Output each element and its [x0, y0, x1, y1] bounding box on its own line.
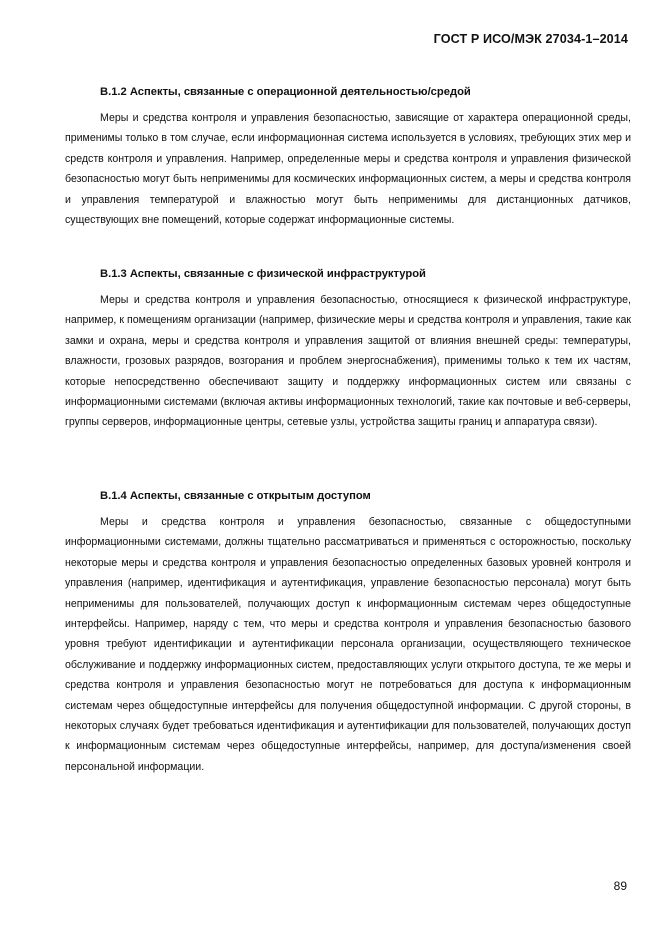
section-title: В.1.3 Аспекты, связанные с физической инфраструктурой — [100, 268, 426, 280]
section-title: В.1.2 Аспекты, связанные с операционной деятельностью/средой — [100, 86, 471, 98]
section-paragraph: Меры и средства контроля и управления безопасностью, связанные с общедоступными информационными системами, должны тщательно рассматриваться и применяться с осторожностью, поскольку некоторые меры и средства контроля и управления безопасностью определенных базовых уровней контроля и управления (например, идентификация и аутентификация, управление безопасностью персонала) могут быть неприменимы для пользователей, получающих доступ к информационным системам через общедоступные интерфейсы. Например, наряду с тем, что меры и средства контроля и управления безопасностью базового уровня требуют идентификации и аутентификации персонала организации, осуществляющего техническое обслуживание и поддержку информационных систем, предоставляющих услуги открытого доступа, те же меры и средства контроля и управления безопасностью могут не потребоваться для доступа к информационным системам через общедоступные интерфейсы для получения общедоступной информации. С другой стороны, в некоторых случаях будет требоваться идентификация и аутентификации для пользователей, получающих доступ к информационным системам через общедоступные интерфейсы, например, для доступа/изменения своей персональной информации. — [65, 516, 631, 773]
section-b-1-2 — [65, 86, 631, 230]
page-number: 89 — [613, 879, 627, 893]
section-title: В.1.4 Аспекты, связанные с открытым доступом — [100, 490, 371, 502]
standard-header: ГОСТ Р ИСО/МЭК 27034-1–2014 — [433, 32, 628, 46]
section-b-1-3 — [65, 268, 631, 433]
section-b-1-4 — [65, 490, 631, 777]
section-paragraph: Меры и средства контроля и управления безопасностью, зависящие от характера операционной среды, применимы только в том случае, если информационная система используется в условиях, требующих этих мер и средств контроля и управления. Например, определенные меры и средства контроля и управления физической безопасностью могут быть неприменимы для космических информационных систем, а меры и средства контроля и управления температурой и влажностью могут быть неприменимы для дистанционных датчиков, существующих вне помещений, которые содержат информационные системы. — [65, 112, 631, 227]
section-paragraph: Меры и средства контроля и управления безопасностью, относящиеся к физической инфраструктуре, например, к помещениям организации (например, физические меры и средства контроля и управления, такие как замки и охрана, меры и средства контроля и управления защитой от влияния внешней среды: температуры, влажности, грозовых разрядов, возгорания и проблем энергоснабжения), применимы только к тем их частям, которые непосредственно обеспечивают защиту и поддержку информационных систем или связаны с информационными системами (включая активы информационных технологий, такие как почтовые и веб-серверы, группы серверов, информационные центры, сетевые узлы, устройства защиты границ и аппаратура связи). — [65, 294, 631, 429]
